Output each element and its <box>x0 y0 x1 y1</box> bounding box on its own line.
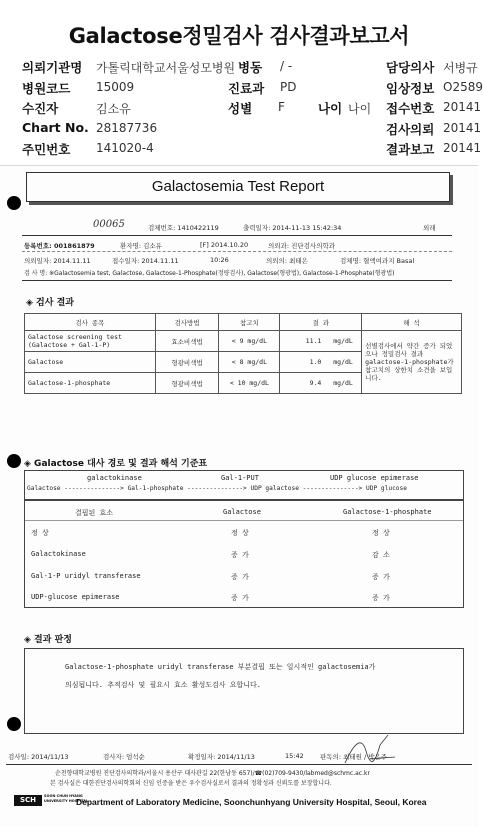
test-result <box>280 373 362 394</box>
result-value: 1.0 <box>309 358 322 366</box>
results-table <box>24 313 462 394</box>
value-clinical-info: O2589 <box>443 80 483 94</box>
col-reference: 참고치 <box>219 314 280 331</box>
requesting-dept: 의뢰과: 진단검사의학과 <box>268 242 336 250</box>
accreditation-note: 본 검사실은 대한진단검사의학회의 신임 인증을 받은 우수검사실로서 결과의 정확성과 신뢰도를 보장합니다. <box>50 780 332 787</box>
enzyme-galactokinase: galactokinase <box>87 474 142 482</box>
label-test-request: 검사의뢰 <box>386 122 435 137</box>
table-row <box>25 331 462 352</box>
test-names: 검 사 명: ※Galactosemia test, Galactose, Galactose-1-Phosphate(정량검사), Galactose(형광법), Galactose-1-Phosphate(형광법) <box>24 270 395 277</box>
pathway-box <box>24 470 464 500</box>
criteria-galactose: 증 가 <box>231 594 249 602</box>
value-requesting-institution: 가톨릭대학교서울성모병원 <box>96 61 236 75</box>
value-sex: F <box>278 100 285 114</box>
receipt-date: 접수일자: 2014.11.11 <box>112 257 179 265</box>
criteria-gal1p: 정 상 <box>372 529 390 537</box>
test-reference: < 9 mg/dL <box>219 331 280 352</box>
label-age: 나이 <box>318 101 343 116</box>
criteria-enzyme: Gal-1-P uridyl transferase <box>31 572 141 580</box>
test-name: Galactose screening test (Galactose + Gal-1-P) <box>25 331 156 352</box>
label-result-report: 결과보고 <box>386 142 435 157</box>
criteria-galactose: 정 상 <box>231 529 249 537</box>
label-ward: 병동 <box>238 60 263 75</box>
label-sex: 성별 <box>228 101 253 116</box>
results-section-title: ◈ 검사 결과 <box>26 298 74 308</box>
label-patient: 수진자 <box>22 101 59 116</box>
col-test-item: 검사 종목 <box>25 314 156 331</box>
result-value: 9.4 <box>309 379 322 387</box>
requesting-doctor: 의뢰의: 최태은 <box>266 257 308 265</box>
punch-hole <box>7 196 21 210</box>
value-chart-no: 28187736 <box>96 121 158 135</box>
criteria-header-gal1p: Galactose-1-phosphate <box>343 508 432 516</box>
request-date: 의뢰일자: 2014.11.11 <box>24 257 91 265</box>
patient-name: 환자명: 김소유 <box>120 242 162 250</box>
report-title-box <box>26 172 450 202</box>
logo-subtitle-1: SOON CHUN HYANG <box>44 794 83 798</box>
label-doctor: 담당의사 <box>386 60 435 75</box>
judgment-text-line1: Galactose-1-phosphate uridyl transferase 부분결핍 또는 일시적인 galactosemia가 <box>65 663 376 671</box>
signature-scribble <box>340 731 400 771</box>
criteria-gal1p: 감 소 <box>372 551 390 559</box>
pathway-line: Galactose ---------------> Gal-1-phosphate ---------------> UDP galactose ---------------> UDP glucose <box>27 485 407 492</box>
punch-hole <box>7 454 21 468</box>
judgment-section-title: ◈ 결과 판정 <box>24 635 72 645</box>
col-interpretation: 해 석 <box>362 314 462 331</box>
punch-hole <box>7 717 21 731</box>
test-method: 형광비색법 <box>155 352 219 373</box>
department-footer: Department of Laboratory Medicine, Soonchunhyang University Hospital, Seoul, Korea <box>76 797 427 807</box>
pathway-section-title: ◈ Galactose 대사 경로 및 결과 해석 기준표 <box>24 459 208 469</box>
test-date: 검사일: 2014/11/13 <box>8 753 69 761</box>
value-test-request: 20141 <box>443 121 482 135</box>
criteria-header-enzyme: 결핍된 효소 <box>75 509 114 517</box>
tester: 검사자: 엄석순 <box>103 753 145 761</box>
criteria-enzyme: UDP-glucose epimerase <box>31 593 120 601</box>
value-resident-no: 141020-4 <box>96 141 154 155</box>
enzyme-gal-1-put: Gal-1-PUT <box>221 474 259 482</box>
test-result <box>280 331 362 352</box>
test-method: 효소비색법 <box>155 331 219 352</box>
scanned-report <box>0 165 478 827</box>
label-clinical-info: 임상정보 <box>386 81 435 96</box>
value-result-report: 20141 <box>443 141 482 155</box>
confirm-time: 15:42 <box>285 752 304 760</box>
print-date: 출력일자: 2014-11-13 15:42:34 <box>243 224 342 232</box>
col-method: 검사방법 <box>155 314 219 331</box>
value-receipt-no: 20141 <box>443 100 482 114</box>
judgment-box <box>24 648 464 734</box>
receipt-time: 10:26 <box>210 256 229 264</box>
test-name: Galactose-1-phosphate <box>25 373 156 394</box>
reader: 판독의: 최태원 / 박은주 <box>320 753 388 761</box>
outpatient-label: 외래 <box>423 224 436 232</box>
label-chart-no: Chart No. <box>22 120 89 135</box>
hospital-logo: SCH <box>14 795 42 806</box>
value-patient: 김소유 <box>96 102 131 116</box>
value-hospital-code: 15009 <box>96 80 135 94</box>
lab-address: 순천향대학교병원 진단검사의학과/서울시 용산구 대사관길 22(한남동 657)/☎(02)709-9430/labmed@schmc.ac.kr <box>55 770 370 777</box>
test-name: Galactose <box>25 352 156 373</box>
label-department: 진료과 <box>228 81 265 96</box>
divider <box>22 280 452 281</box>
label-hospital-code: 병원코드 <box>22 81 71 96</box>
test-result <box>280 352 362 373</box>
col-result: 결 과 <box>280 314 362 331</box>
divider <box>22 235 452 236</box>
result-unit: mg/dL <box>333 337 353 345</box>
specimen-number: 검체번호: 1410422119 <box>148 224 219 232</box>
result-unit: mg/dL <box>333 379 353 387</box>
sex-birthdate: [F] 2014.10.20 <box>200 241 249 249</box>
results-header-row <box>25 314 462 331</box>
result-unit: mg/dL <box>333 358 353 366</box>
criteria-enzyme: 정 상 <box>31 529 49 537</box>
divider <box>25 520 463 521</box>
criteria-galactose: 증 가 <box>231 573 249 581</box>
criteria-table <box>24 500 464 608</box>
report-title: Galactose정밀검사 검사결과보고서 <box>68 24 410 48</box>
registration-number: 등록번호: 001861879 <box>24 242 95 250</box>
criteria-gal1p: 증 가 <box>372 594 390 602</box>
criteria-galactose: 증 가 <box>231 551 249 559</box>
result-value: 11.1 <box>305 337 322 345</box>
divider <box>6 764 472 765</box>
confirm-date: 확정일자: 2014/11/13 <box>188 753 255 761</box>
enzyme-udp-glucose-epimerase: UDP glucose epimerase <box>330 474 419 482</box>
report-title-text: Galactosemia Test Report <box>151 178 325 195</box>
divider <box>22 251 452 252</box>
label-requesting-institution: 의뢰기관명 <box>22 60 83 75</box>
value-age: 나이 <box>348 102 372 116</box>
specimen-type: 검체명: 혈액여과지 Basal <box>340 257 415 265</box>
label-resident-no: 주민번호 <box>22 142 71 157</box>
interpretation-text: 선별검사에서 약간 증가 되었으나 정밀검사 결과 galactose-1-phosphate가 참고치의 상한치 소견을 보입니다. <box>362 331 462 394</box>
criteria-header-galactose: Galactose <box>223 508 261 516</box>
value-department: PD <box>280 80 297 94</box>
handwritten-number: 00065 <box>93 219 125 230</box>
value-ward: / - <box>280 59 293 73</box>
test-reference: < 8 mg/dL <box>219 352 280 373</box>
value-doctor: 서병규 <box>443 61 478 75</box>
judgment-text-line2: 의심됩니다. 추적검사 및 필요시 효소 활성도검사 요합니다. <box>65 681 262 689</box>
test-method: 형광비색법 <box>155 373 219 394</box>
criteria-gal1p: 증 가 <box>372 573 390 581</box>
criteria-enzyme: Galactokinase <box>31 550 86 558</box>
test-reference: < 10 mg/dL <box>219 373 280 394</box>
label-receipt-no: 접수번호 <box>386 101 435 116</box>
logo-subtitle-2: UNIVERSITY HOSPITAL <box>44 799 89 803</box>
